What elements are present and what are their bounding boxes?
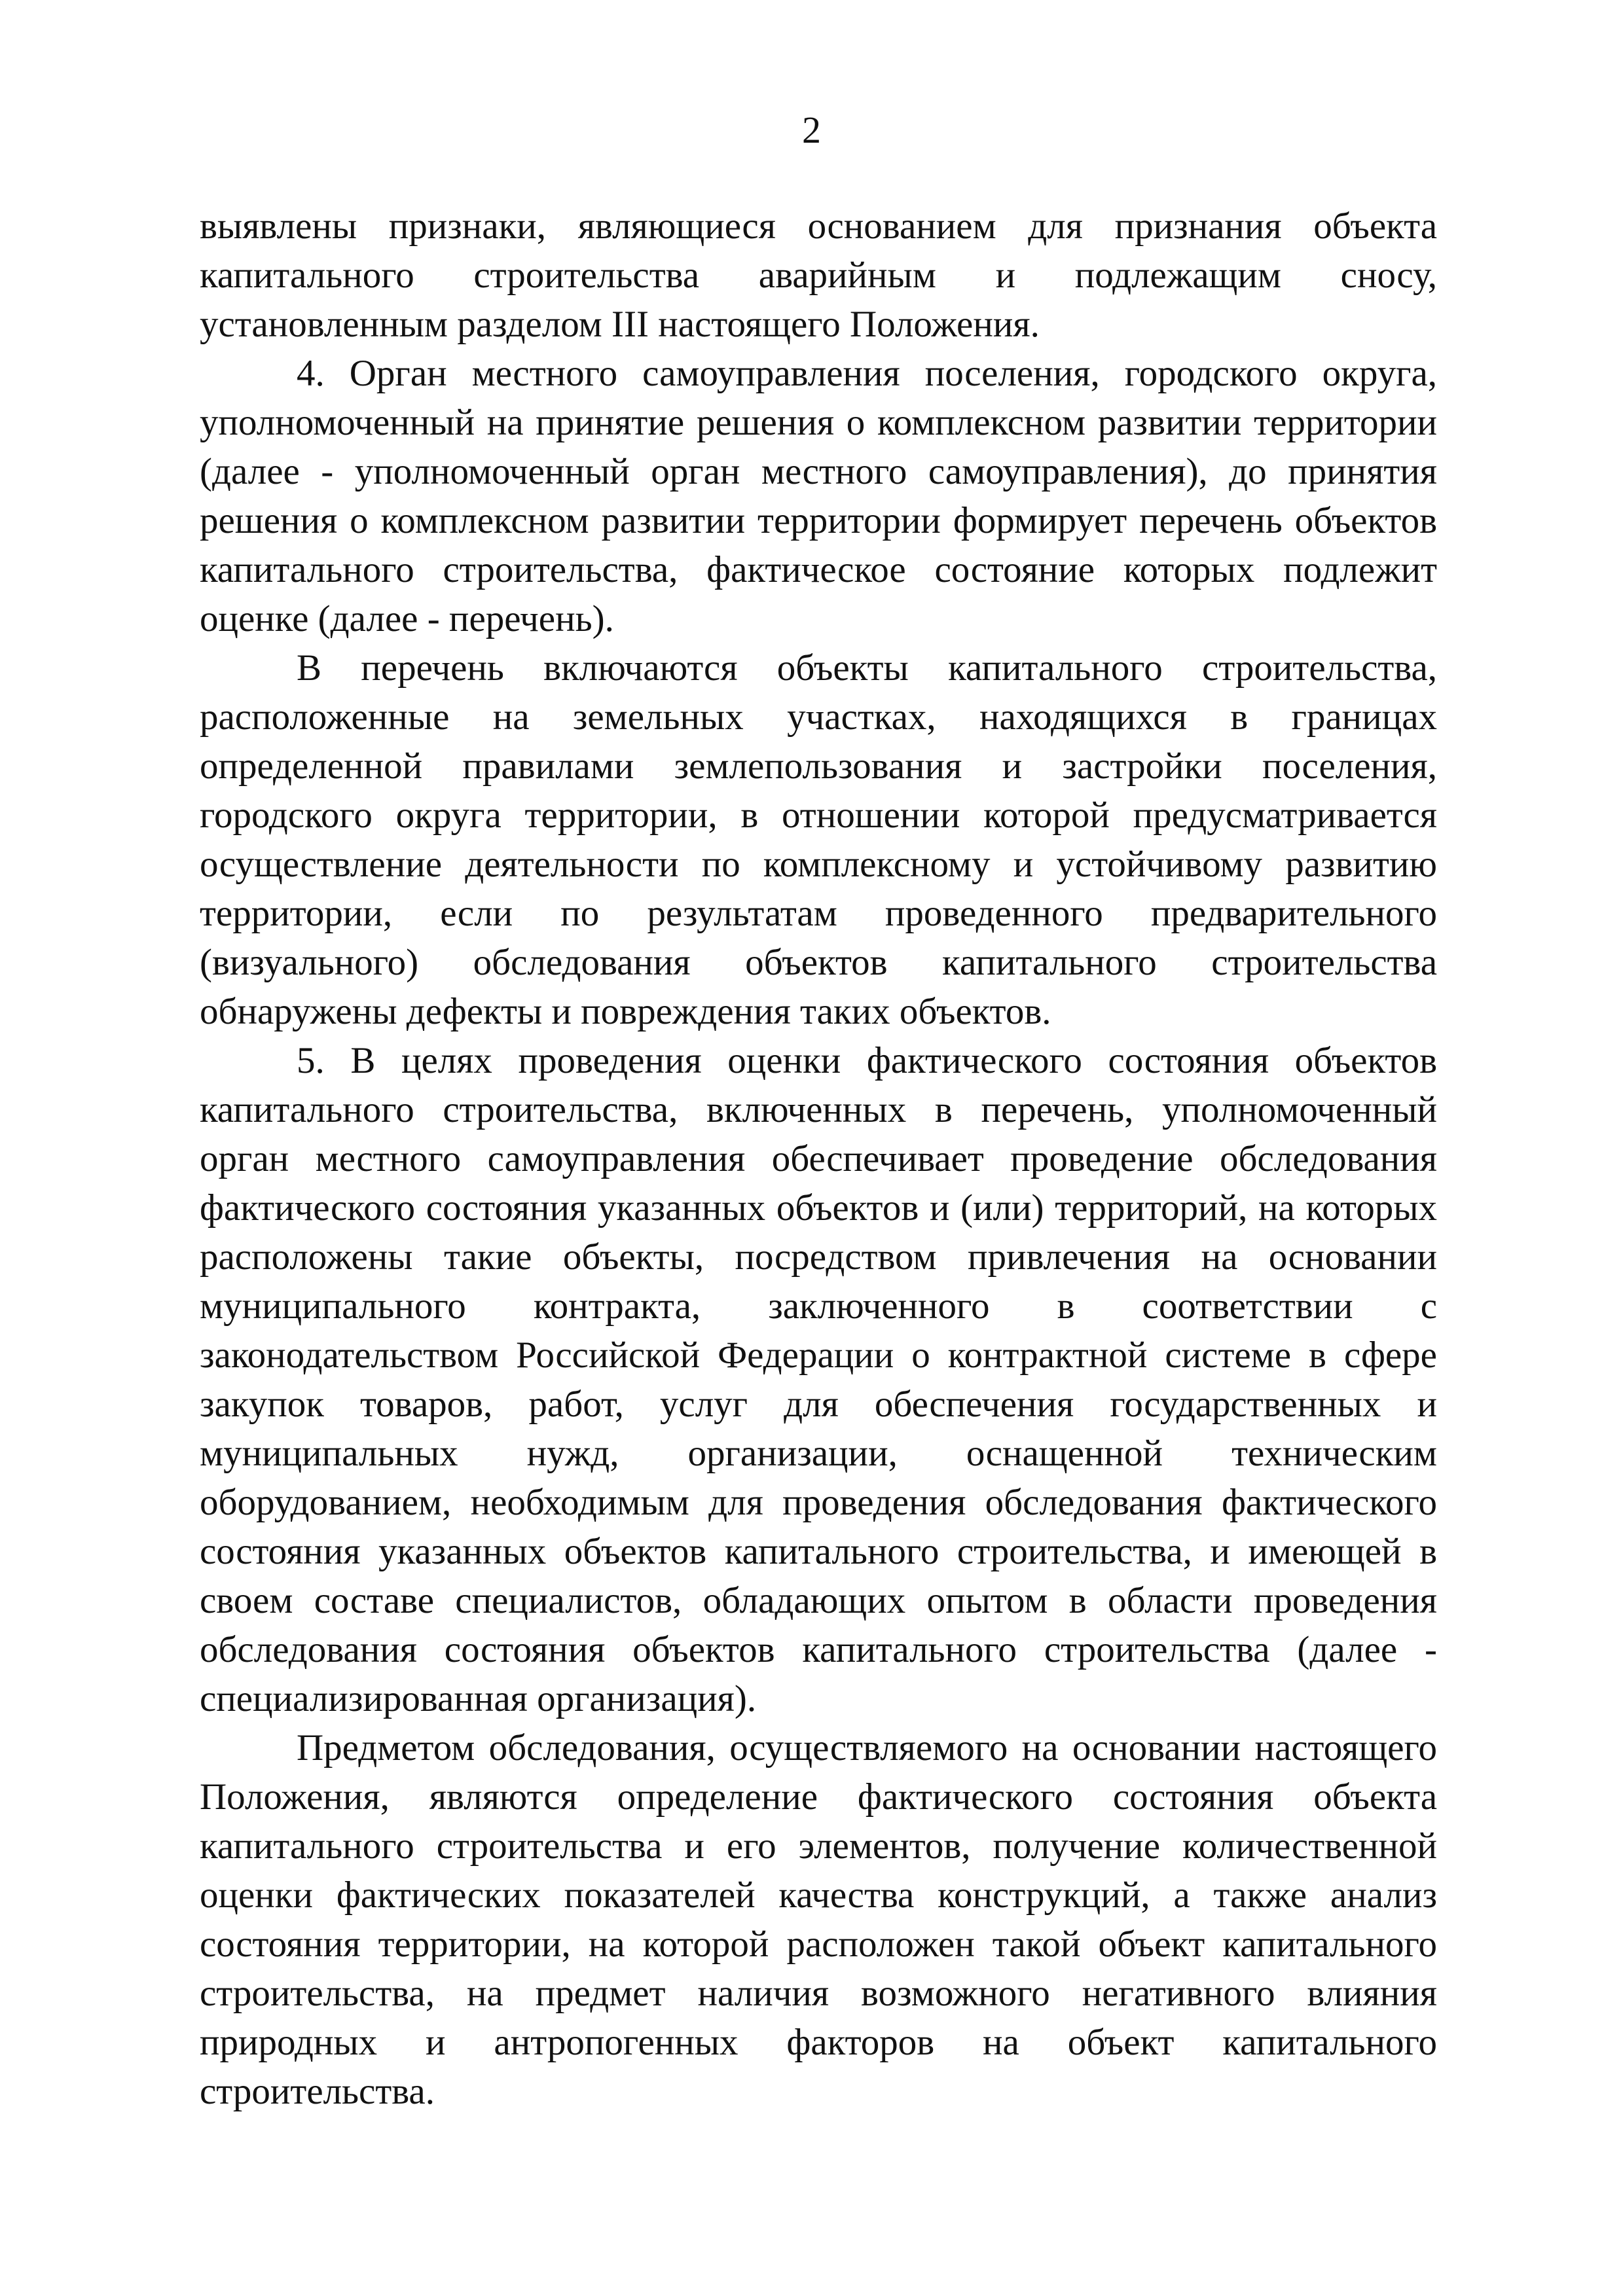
paragraph-item-5: 5. В целях проведения оценки фактического состояния объектов капитального строительства, включенных в перечень, уполномоченный орган местного самоуправления обеспечивает проведение обследования фактического состояния указанных объектов и (или) территорий, на которых расположены такие объекты, посредством привлечения на основании муниципального контракта, заключенного в соответствии с законодательством Российской Федерации о контрактной системе в сфере закупок товаров, работ, услуг для обеспечения государственных и муниципальных нужд, организации, оснащенной техническим оборудованием, необходимым для проведения обследования фактического состояния указанных объектов капитального строительства, и имеющей в своем составе специалистов, обладающих опытом в области проведения обследования состояния объектов капитального строительства (далее - специализированная организация). bbox=[200, 1040, 1437, 1719]
paragraph-subject-of-inspection: Предметом обследования, осуществляемого на основании настоящего Положения, являются определение фактического состояния объекта капитального строительства и его элементов, получение количественной оценки фактических показателей качества конструкций, а также анализ состояния территории, на которой расположен такой объект капитального строительства, на предмет наличия возможного негативного влияния природных и антропогенных факторов на объект капитального строительства. bbox=[200, 1727, 1437, 2112]
page-number: 2 bbox=[802, 109, 821, 151]
document-body bbox=[200, 202, 1437, 2116]
paragraph-continuation: выявлены признаки, являющиеся основанием для признания объекта капитального строительства аварийным и подлежащим сносу, установленным разделом III настоящего Положения. bbox=[200, 206, 1437, 345]
paragraph-list-inclusion: В перечень включаются объекты капитального строительства, расположенные на земельных участках, находящихся в границах определенной правилами землепользования и застройки поселения, городского округа территории, в отношении которой предусматривается осуществление деятельности по комплексному и устойчивому развитию территории, если по результатам проведенного предварительного (визуального) обследования объектов капитального строительства обнаружены дефекты и повреждения таких объектов. bbox=[200, 647, 1437, 1032]
paragraph-item-4: 4. Орган местного самоуправления поселения, городского округа, уполномоченный на принятие решения о комплексном развитии территории (далее - уполномоченный орган местного самоуправления), до принятия решения о комплексном развитии территории формирует перечень объектов капитального строительства, фактическое состояние которых подлежит оценке (далее - перечень). bbox=[200, 353, 1437, 639]
